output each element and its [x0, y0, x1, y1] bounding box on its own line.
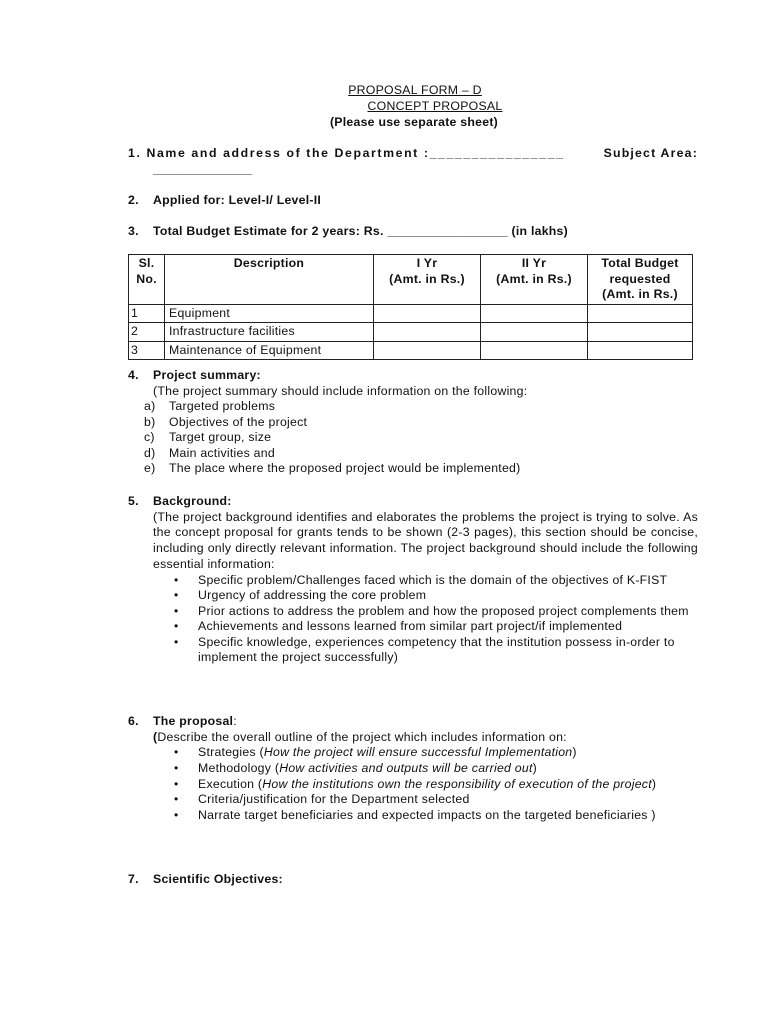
section-4-intro: (The project summary should include information on the following: — [153, 383, 528, 398]
form-title — [0, 82, 770, 130]
section-4-number: 4. — [128, 368, 139, 382]
list-item — [128, 635, 698, 666]
row-description: Maintenance of Equipment — [165, 341, 374, 360]
bullet-icon: • — [174, 807, 179, 822]
bullet-icon: • — [174, 776, 179, 791]
header-sl-line2: No. — [136, 271, 157, 286]
list-item-close: ) — [572, 745, 577, 760]
list-item-text: Narrate target beneficiaries and expected impacts on the targeted beneficiaries ) — [198, 807, 656, 822]
background-bullets — [128, 573, 698, 667]
row-total-cell[interactable] — [588, 323, 693, 342]
list-item — [128, 446, 698, 462]
list-item-text: Methodology ( — [198, 761, 280, 775]
list-item-text: Specific problem/Challenges faced which is the domain of the objectives of K-FIST — [198, 572, 668, 587]
header-tot-line1: Total Budget — [601, 256, 679, 270]
row-year-1-cell[interactable] — [374, 341, 481, 360]
header-desc-text: Description — [233, 256, 305, 270]
section-5-number: 5. — [128, 494, 139, 508]
table-row — [129, 341, 693, 360]
title-instruction: (Please use separate sheet) — [329, 115, 499, 129]
row-description: Equipment — [165, 304, 374, 323]
section-5-heading: Background: — [153, 494, 232, 508]
list-item-text: Achievements and lessons learned from similar part project/if implemented — [198, 619, 623, 634]
list-item-close: ) — [651, 776, 657, 791]
row-year-2-cell[interactable] — [481, 304, 588, 323]
header-sl-line1: Sl. — [138, 256, 155, 270]
list-item — [128, 619, 698, 635]
section-5 — [128, 494, 698, 666]
list-item-text: Targeted problems — [169, 399, 276, 414]
bullet-icon: • — [174, 588, 179, 603]
section-1-text: Name and address of the Department :________________ — [146, 146, 565, 160]
header-tot-line2: requested — [609, 271, 671, 286]
list-item — [128, 808, 698, 824]
subject-area-blank: ______________ — [153, 161, 253, 176]
section-7-number: 7. — [128, 872, 139, 886]
section-6 — [128, 714, 698, 823]
list-item-text: Execution ( — [198, 776, 263, 791]
subject-area-label: Subject Area: — [603, 146, 698, 160]
bullet-icon: • — [174, 619, 179, 634]
list-item-close: ) — [532, 761, 538, 775]
table-row — [129, 323, 693, 342]
header-total-budget — [588, 255, 693, 305]
list-marker: c) — [144, 430, 155, 445]
bullet-icon: • — [174, 745, 179, 760]
list-item-text: Specific knowledge, experiences competency that the institution possess in-order to implement the project successfully) — [198, 634, 675, 665]
budget-table — [128, 254, 693, 360]
bullet-icon: • — [174, 761, 179, 775]
row-year-2-cell[interactable] — [481, 323, 588, 342]
list-item — [128, 430, 698, 446]
list-item — [128, 745, 698, 761]
section-3 — [128, 224, 698, 240]
header-year-2 — [481, 255, 588, 305]
title-concept-proposal: CONCEPT PROPOSAL — [367, 99, 503, 113]
list-item — [128, 604, 698, 620]
section-4-heading: Project summary: — [153, 368, 261, 382]
section-4 — [128, 368, 698, 477]
list-item — [128, 573, 698, 589]
row-description: Infrastructure facilities — [165, 323, 374, 342]
header-y1-line1: I Yr — [416, 256, 438, 270]
list-item — [128, 792, 698, 808]
budget-table-header — [129, 255, 693, 305]
bullet-icon: • — [174, 792, 179, 807]
bullet-icon: • — [174, 634, 179, 649]
project-summary-list — [128, 399, 698, 477]
applied-for-text: Applied for: Level-I/ Level-II — [153, 193, 322, 207]
row-sl: 2 — [129, 323, 165, 342]
row-year-1-cell[interactable] — [374, 323, 481, 342]
list-item — [128, 399, 698, 415]
section-6-heading: The proposal — [153, 714, 234, 728]
header-year-1 — [374, 255, 481, 305]
list-marker: b) — [144, 414, 156, 429]
list-item-text: Prior actions to address the problem and how the proposed project complements them — [198, 603, 689, 618]
section-1 — [128, 146, 698, 177]
list-item — [128, 777, 698, 793]
intro-paren: ( — [153, 729, 158, 744]
section-7-heading: Scientific Objectives: — [153, 872, 283, 886]
section-1-number: 1. — [128, 146, 142, 160]
list-item-text: Urgency of addressing the core problem — [198, 588, 427, 603]
section-2 — [128, 193, 698, 209]
section-6-colon: : — [233, 714, 237, 728]
table-row — [129, 304, 693, 323]
list-item-text: The place where the proposed project would be implemented) — [169, 461, 521, 476]
list-item-text: Strategies ( — [198, 745, 264, 760]
list-item-italic: How activities and outputs will be carried out — [279, 761, 533, 775]
intro-text: Describe the overall outline of the project which includes information on: — [157, 729, 567, 744]
list-item-italic: How the institutions own the responsibility of execution of the project — [262, 776, 652, 791]
list-marker: a) — [144, 399, 156, 414]
section-2-number: 2. — [128, 193, 139, 207]
row-total-cell[interactable] — [588, 304, 693, 323]
list-item-text: Main activities and — [169, 445, 275, 460]
row-sl: 1 — [129, 304, 165, 323]
list-item — [128, 761, 698, 777]
budget-estimate-text: Total Budget Estimate for 2 years: Rs. _________________ (in lakhs) — [153, 224, 568, 238]
list-item — [128, 415, 698, 431]
bullet-icon: • — [174, 603, 179, 618]
list-marker: e) — [144, 461, 156, 476]
list-item-text: Target group, size — [169, 430, 272, 445]
list-item — [128, 461, 698, 477]
list-item-text: Objectives of the project — [169, 414, 308, 429]
row-year-2-cell[interactable] — [481, 341, 588, 360]
proposal-bullets — [128, 745, 698, 823]
title-form-d: PROPOSAL FORM – D — [348, 83, 482, 97]
row-sl: 3 — [129, 341, 165, 360]
list-item-italic: How the project will ensure successful Implementation — [263, 745, 573, 760]
row-year-1-cell[interactable] — [374, 304, 481, 323]
section-7 — [128, 872, 698, 888]
header-tot-line3: (Amt. in Rs.) — [602, 287, 678, 301]
header-y1-line2: (Amt. in Rs.) — [389, 271, 465, 286]
list-item-text: Criteria/justification for the Department selected — [198, 792, 470, 807]
list-item — [128, 588, 698, 604]
section-6-intro — [128, 730, 698, 746]
row-total-cell[interactable] — [588, 341, 693, 360]
background-paragraph: (The project background identifies and elaborates the problems the project is trying to solve. As the concept proposal for grants tends to be shown (2-3 pages), this section should be concise, including only directly relevant information. The project background should include the following essential information: — [153, 509, 698, 571]
section-6-number: 6. — [128, 714, 139, 728]
list-marker: d) — [144, 445, 156, 460]
header-y2-line1: II Yr — [521, 256, 547, 270]
header-description — [165, 255, 374, 305]
header-sl-no — [129, 255, 165, 305]
section-3-number: 3. — [128, 224, 139, 238]
header-y2-line2: (Amt. in Rs.) — [496, 271, 572, 286]
bullet-icon: • — [174, 572, 179, 587]
